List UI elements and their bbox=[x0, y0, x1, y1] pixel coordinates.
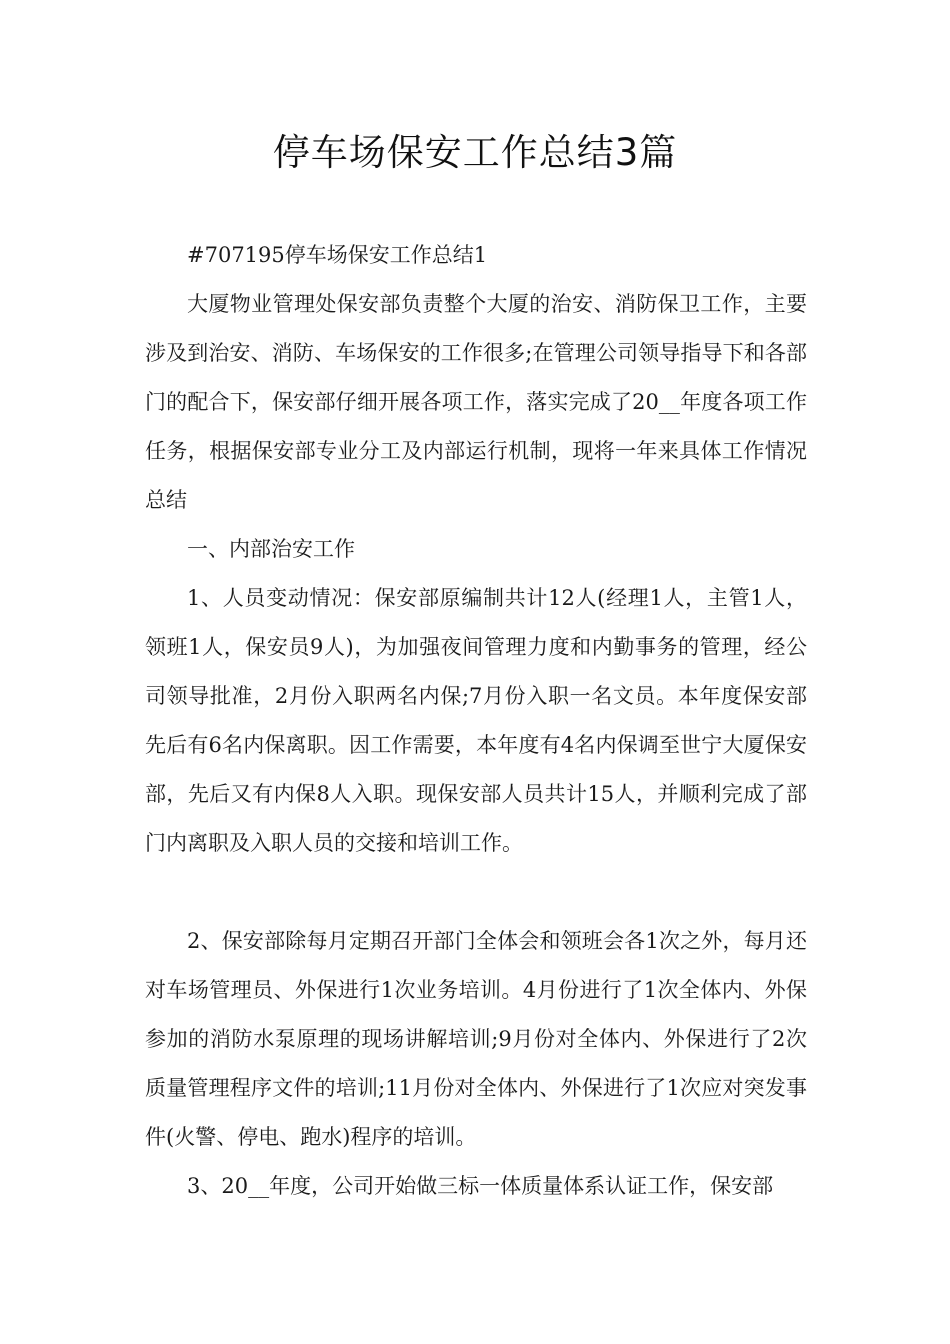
paragraph-certification: 3、20__年度，公司开始做三标一体质量体系认证工作，保安部 bbox=[187, 1174, 774, 1198]
paragraph-staff-changes: 1、人员变动情况：保安部原编制共计12人(经理1人，主管1人，领班1人，保安员9人)，为加强夜间管理力度和内勤事务的管理，经公司领导批准，2月份入职两名内保;7月份入职一名文员。本年度保安部先后有6名内保离职。因工作需要，本年度有4名内保调至世宁大厦保安部，先后又有内保8人入职。现保安部人员共计15人，并顺利完成了部门内离职及入职人员的交接和培训工作。 bbox=[145, 586, 807, 855]
document-title: 停车场保安工作总结3篇 bbox=[272, 131, 678, 174]
paragraph-training: 2、保安部除每月定期召开部门全体会和领班会各1次之外，每月还对车场管理员、外保进行1次业务培训。4月份进行了1次全体内、外保参加的消防水泵原理的现场讲解培训;9月份对全体内、外保进行了2次质量管理程序文件的培训;11月份对全体内、外保进行了1次应对突发事件(火警、停电、跑水)程序的培训。 bbox=[145, 929, 807, 1149]
section-heading-internal-security: 一、内部治安工作 bbox=[187, 537, 355, 561]
paragraph-intro: 大厦物业管理处保安部负责整个大厦的治安、消防保卫工作，主要涉及到治安、消防、车场保安的工作很多;在管理公司领导指导下和各部门的配合下，保安部仔细开展各项工作，落实完成了20__年度各项工作任务，根据保安部专业分工及内部运行机制，现将一年来具体工作情况总结 bbox=[145, 292, 807, 512]
document-subtitle: #707195停车场保安工作总结1 bbox=[187, 243, 488, 267]
document-body bbox=[145, 231, 807, 1211]
